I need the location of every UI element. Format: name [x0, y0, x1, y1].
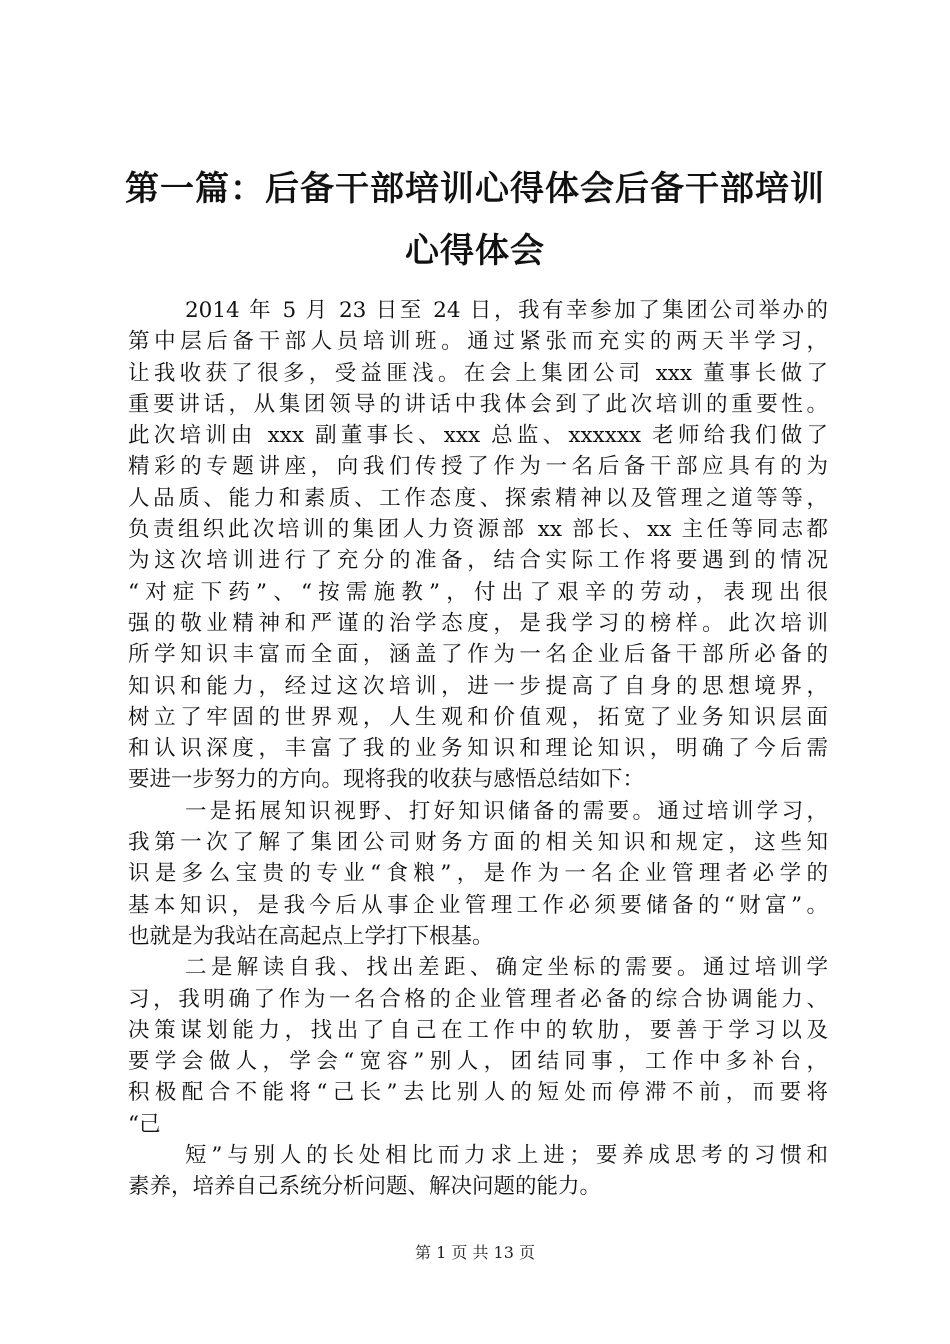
- title-line-2: 心得体会: [405, 231, 545, 271]
- text-line: 我第一次了解了集团公司财务方面的相关知识和规定，这些知: [128, 830, 828, 856]
- text-line: 习，我明确了作为一名合格的企业管理者必备的综合协调能力、: [128, 986, 828, 1012]
- paragraph-2: [128, 796, 828, 952]
- text-line: 一是拓展知识视野、打好知识储备的需要。通过培训学习，: [185, 798, 828, 824]
- text-line: 2014 年 5 月 23 日至 24 日，我有幸参加了集团公司举办的: [185, 298, 828, 323]
- text-line: 二是解读自我、找出差距、确定坐标的需要。通过培训学: [185, 955, 828, 981]
- text-line: 第中层后备干部人员培训班。通过紧张而充实的两天半学习，: [128, 329, 828, 355]
- text-line: “己: [128, 1111, 161, 1137]
- title-line-1: 第一篇：后备干部培训心得体会后备干部培训: [125, 169, 825, 209]
- text-line: 决策谋划能力，找出了自己在工作中的软肋，要善于学习以及: [128, 1017, 828, 1043]
- text-line: 人品质、能力和素质、工作态度、探索精神以及管理之道等等，: [128, 485, 828, 511]
- text-line: 识是多么宝贵的专业“食粮”，是作为一名企业管理者必学的: [128, 861, 828, 887]
- text-line: 树立了牢固的世界观，人生观和价值观，拓宽了业务知识层面: [128, 704, 828, 730]
- text-line: 素养，培养自己系统分析问题、解决问题的能力。: [128, 1174, 602, 1200]
- document-title: [120, 158, 830, 282]
- text-line: 重要讲话，从集团领导的讲话中我体会到了此次培训的重要性。: [128, 391, 828, 417]
- text-line: 短”与别人的长处相比而力求上进；要养成思考的习惯和: [185, 1143, 828, 1169]
- text-line: 精彩的专题讲座，向我们传授了作为一名后备干部应具有的为: [128, 454, 828, 480]
- document-body: [128, 295, 828, 1203]
- paragraph-1: [128, 295, 828, 796]
- text-line: 此次培训由 xxx 副董事长、xxx 总监、xxxxxx 老师给我们做了: [128, 423, 828, 449]
- text-line: 也就是为我站在高起点上学打下根基。: [128, 923, 494, 949]
- text-line: 和认识深度，丰富了我的业务知识和理论知识，明确了今后需: [128, 736, 828, 762]
- page-number-footer: 第 1 页 共 13 页: [415, 1243, 535, 1262]
- text-line: 要学会做人，学会“宽容”别人，团结同事，工作中多补台，: [128, 1049, 828, 1075]
- text-line: 强的敬业精神和严谨的治学态度，是我学习的榜样。此次培训: [128, 610, 828, 636]
- text-line: 负责组织此次培训的集团人力资源部 xx 部长、xx 主任等同志都: [128, 517, 828, 543]
- text-line: 让我收获了很多，受益匪浅。在会上集团公司 xxx 董事长做了: [128, 360, 828, 386]
- text-line: 为这次培训进行了充分的准备，结合实际工作将要遇到的情况: [128, 548, 828, 574]
- text-line: “对症下药”、“按需施教”，付出了艰辛的劳动，表现出很: [128, 579, 828, 605]
- text-line: 积极配合不能将“己长”去比别人的短处而停滞不前，而要将: [128, 1080, 828, 1106]
- text-line: 要进一步努力的方向。现将我的收获与感悟总结如下：: [128, 767, 645, 793]
- text-line: 所学知识丰富而全面，涵盖了作为一名企业后备干部所必备的: [128, 642, 828, 668]
- text-line: 基本知识，是我今后从事企业管理工作必须要储备的“财富”。: [128, 892, 828, 918]
- paragraph-3: [128, 952, 828, 1140]
- paragraph-4: [128, 1140, 828, 1203]
- text-line: 知识和能力，经过这次培训，进一步提高了自身的思想境界，: [128, 673, 828, 699]
